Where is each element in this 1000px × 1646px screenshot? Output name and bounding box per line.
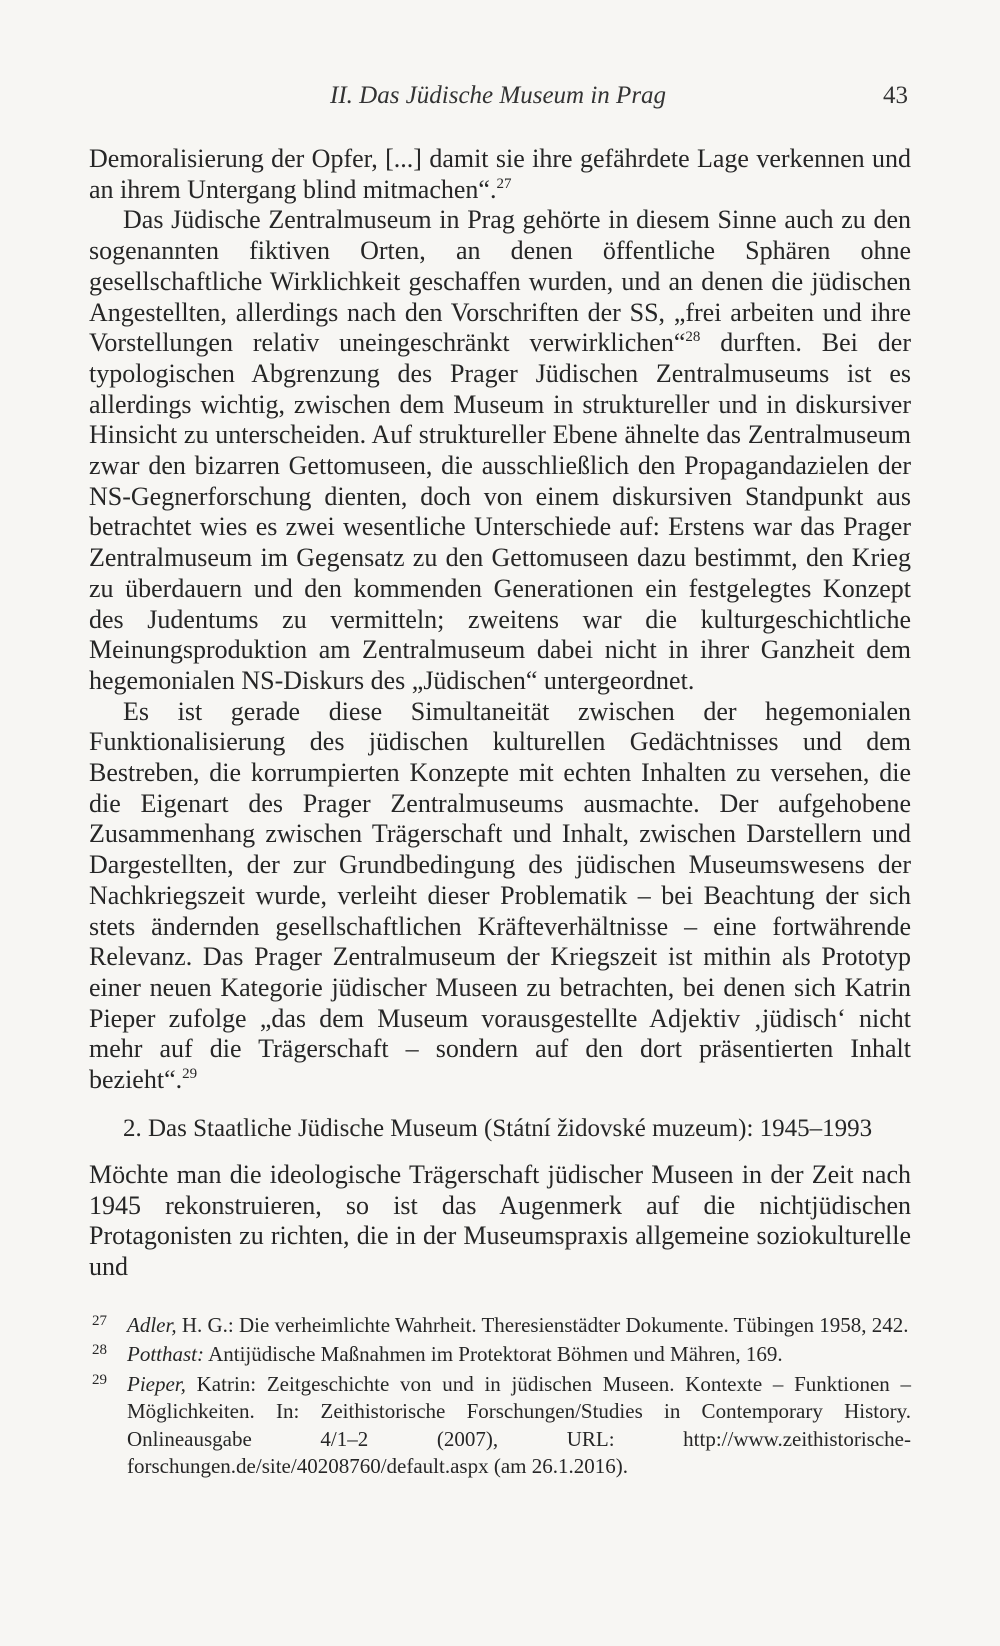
footnote-author: Adler, xyxy=(127,1313,177,1337)
footnote-author: Pieper, xyxy=(127,1371,186,1396)
footnote-number: 28 xyxy=(92,1342,107,1359)
paragraph-text: durften. Bei der typologischen Abgrenzung des Prager Jüdischen Zentralmuseums ist es allerdings wichtig, zwischen dem Museum in struktureller und in diskursiver Hinsicht zu unterscheiden. Auf struktureller Ebene ähnelte das Zentralmuseum zwar den bizarren Gettomuseen, die ausschließlich den Propagandazielen der NS-Gegnerforschung dienten, doch von einem diskursiven Standpunkt aus betrachtet wies es zwei wesentliche Unterschiede auf: Erstens war das Prager Zentralmuseum im Gegensatz zu den Gettomuseen dazu bestimmt, den Krieg zu überdauern und den kommenden Generationen ein festgelegtes Konzept des Judentums zu vermitteln; zweitens war die kulturgeschichtliche Meinungsproduktion am Zentralmuseum dabei nicht in ihrer Ganzheit dem hegemonialen NS-Diskurs des „Jüdischen“ untergeordnet. xyxy=(89,328,911,695)
footnote-author: Potthast: xyxy=(127,1342,204,1367)
footnotes xyxy=(89,1312,911,1482)
footnote-number: 27 xyxy=(92,1313,107,1329)
footnote xyxy=(89,1312,911,1339)
running-head: II. Das Jüdische Museum in Prag xyxy=(330,82,667,109)
footnote-number: 29 xyxy=(92,1371,107,1388)
main-text xyxy=(89,144,911,1096)
paragraph-text: Demoralisierung der Opfer, [...] damit sie ihre gefährdete Lage verkennen und an ihrem Untergang blind mitmachen“. xyxy=(89,144,911,204)
footnote-text: Antijüdische Maßnahmen im Protektorat Böhmen und Mähren, 169. xyxy=(204,1342,783,1367)
footnote-ref[interactable]: 29 xyxy=(182,1066,198,1083)
paragraph xyxy=(89,205,911,696)
paragraph-text: Das Jüdische Zentralmuseum in Prag gehörte in diesem Sinne auch zu den sogenannten fiktiven Orten, an denen öffentliche Sphären ohne gesellschaftliche Wirklichkeit geschaffen wurden, und an denen die jüdischen Angestellten, allerdings nach den Vorschriften der SS, „frei arbeiten und ihre Vorstellungen relativ uneingeschränkt verwirklichen“ xyxy=(89,205,911,358)
footnote-text: H. G.: Die verheimlichte Wahrheit. Theresienstädter Dokumente. Tübingen 1958, 242. xyxy=(176,1313,909,1337)
section-text xyxy=(89,1160,911,1283)
footnote xyxy=(89,1341,911,1368)
section-heading: 2. Das Staatliche Jüdische Museum (Státní židovské muzeum): 1945–1993 xyxy=(123,1115,873,1142)
paragraph xyxy=(89,144,911,205)
page-number: 43 xyxy=(883,82,908,109)
footnote-ref[interactable]: 28 xyxy=(685,329,701,346)
footnote xyxy=(89,1371,911,1481)
footnote-ref[interactable]: 27 xyxy=(496,175,512,192)
paragraph: Möchte man die ideologische Trägerschaft jüdischer Museen in der Zeit nach 1945 rekonstruieren, so ist das Augenmerk auf die nichtjüdischen Protagonisten zu richten, die in der Museumspraxis allgemeine soziokulturelle und xyxy=(89,1160,911,1282)
paragraph xyxy=(89,697,911,1096)
footnote-text: Katrin: Zeitgeschichte von und in jüdischen Museen. Kontexte – Funktionen – Möglichkeiten. In: Zeithistorische Forschungen/Studies in Contemporary History. Onlineausgabe 4/1–2 (2007), URL: http://www.zeithistorische-forschungen.de/site/40208760/default.aspx (am 26.1.2016). xyxy=(127,1371,911,1479)
paragraph-text: Es ist gerade diese Simultaneität zwischen der hegemonialen Funktionalisierung des jüdischen kulturellen Gedächtnisses und dem Bestreben, die korrumpierten Konzepte mit echten Inhalten zu versehen, die die Eigenart des Prager Zentralmuseums ausmachte. Der aufgehobene Zusammenhang zwischen Trägerschaft und Inhalt, zwischen Darstellern und Dargestellten, der zur Grundbedingung des jüdischen Museumswesens der Nachkriegszeit wurde, verleiht dieser Problematik – bei Beachtung der sich stets ändernden gesellschaftlichen Kräfteverhältnisse – eine fortwährende Relevanz. Das Prager Zentralmuseum der Kriegszeit ist mithin als Prototyp einer neuen Kategorie jüdischer Museen zu betrachten, bei denen sich Katrin Pieper zufolge „das dem Museum vorausgestellte Adjektiv ‚jüdisch‘ nicht mehr auf die Trägerschaft – sondern auf den dort präsentierten Inhalt bezieht“. xyxy=(89,696,911,1095)
